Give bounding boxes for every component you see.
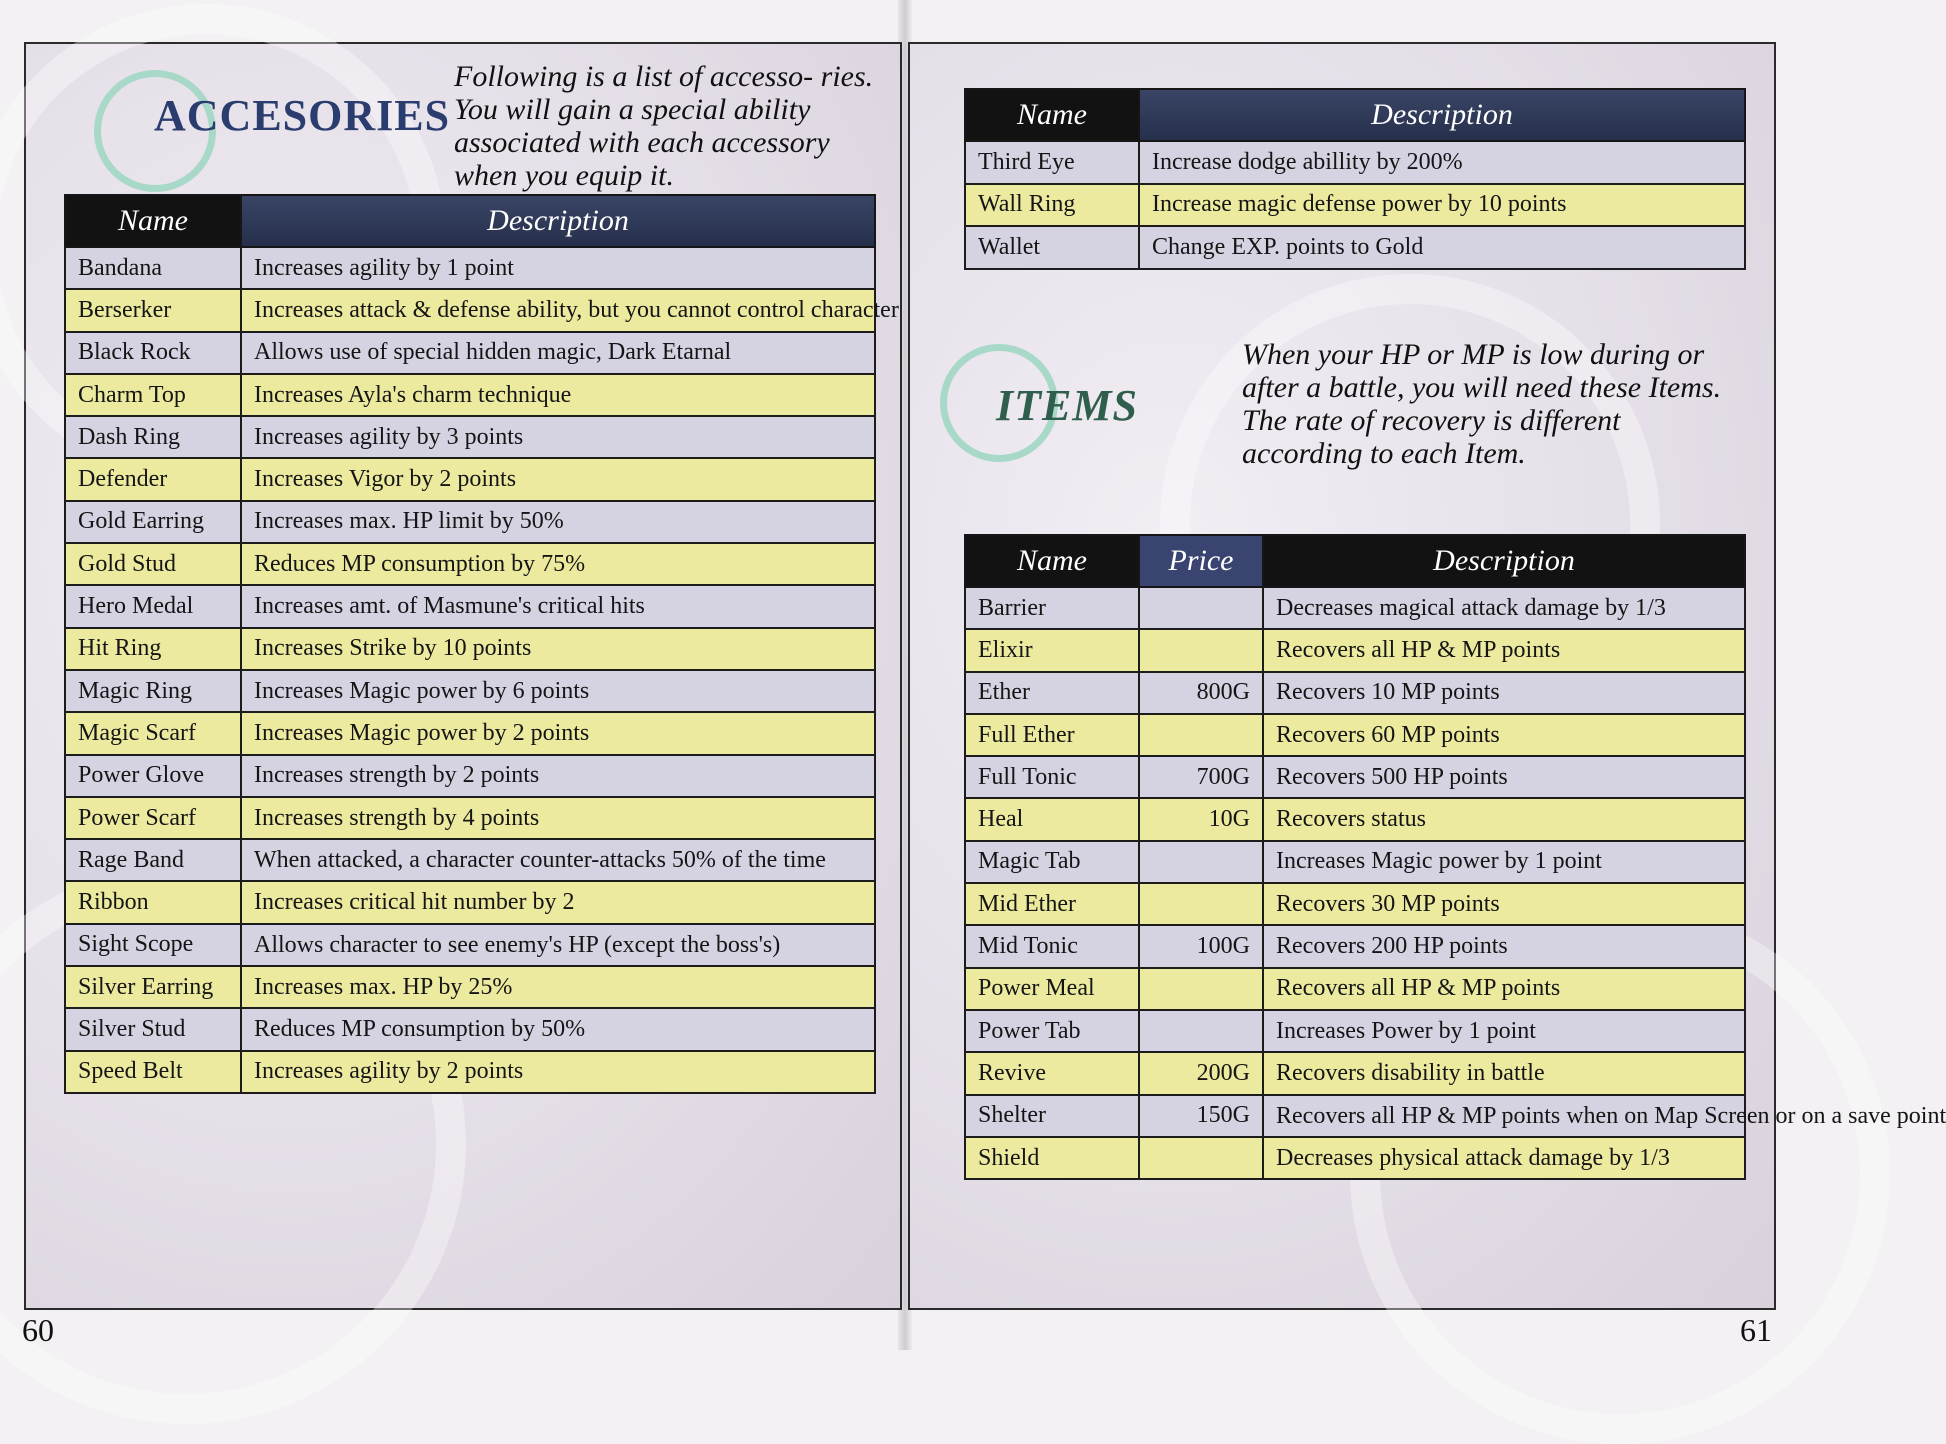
description-cell: Increases Strike by 10 points xyxy=(241,628,875,670)
table-row xyxy=(65,924,875,966)
table-row xyxy=(65,458,875,500)
table-row xyxy=(65,247,875,289)
column-header-price: Price xyxy=(1139,535,1263,587)
name-cell: Hero Medal xyxy=(65,585,241,627)
name-cell: Gold Earring xyxy=(65,501,241,543)
table-row xyxy=(965,1095,1745,1137)
price-cell xyxy=(1139,841,1263,883)
price-cell xyxy=(1139,968,1263,1010)
description-cell: Increases max. HP limit by 50% xyxy=(241,501,875,543)
name-cell: Berserker xyxy=(65,289,241,331)
description-cell: Increase magic defense power by 10 points xyxy=(1139,184,1745,227)
description-cell: Increases Magic power by 2 points xyxy=(241,712,875,754)
description-cell: Increases Ayla's charm technique xyxy=(241,374,875,416)
table-row xyxy=(65,881,875,923)
price-cell xyxy=(1139,1137,1263,1179)
description-cell: Recovers 10 MP points xyxy=(1263,672,1745,714)
price-cell xyxy=(1139,1010,1263,1052)
name-cell: Mid Tonic xyxy=(965,925,1139,967)
table-row xyxy=(965,925,1745,967)
table-row xyxy=(65,332,875,374)
table-row xyxy=(65,374,875,416)
table-row xyxy=(65,712,875,754)
table-row xyxy=(965,841,1745,883)
name-cell: Magic Scarf xyxy=(65,712,241,754)
table-row xyxy=(65,966,875,1008)
description-cell: Increases agility by 1 point xyxy=(241,247,875,289)
accessories-table xyxy=(64,194,899,1094)
name-cell: Silver Stud xyxy=(65,1008,241,1050)
accessories-intro: Following is a list of accesso- ries. You will gain a special ability associated with each accessory when you equip it. xyxy=(454,60,874,192)
table-row xyxy=(965,1052,1745,1094)
name-cell: Shield xyxy=(965,1137,1139,1179)
name-cell: Defender xyxy=(65,458,241,500)
section-title-accessories: ACCESORIES xyxy=(154,91,451,140)
price-cell: 200G xyxy=(1139,1052,1263,1094)
name-cell: Hit Ring xyxy=(65,628,241,670)
name-cell: Wallet xyxy=(965,226,1139,269)
description-cell: Increases attack & defense ability, but you cannot control character xyxy=(241,289,875,331)
description-cell: Recovers 60 MP points xyxy=(1263,714,1745,756)
name-cell: Mid Ether xyxy=(965,883,1139,925)
description-cell: Increases max. HP by 25% xyxy=(241,966,875,1008)
table-row xyxy=(65,289,875,331)
price-cell xyxy=(1139,629,1263,671)
name-cell: Speed Belt xyxy=(65,1051,241,1093)
table-row xyxy=(65,628,875,670)
table-row xyxy=(65,1008,875,1050)
description-cell: Increases Magic power by 6 points xyxy=(241,670,875,712)
table-row xyxy=(65,755,875,797)
description-cell: When attacked, a character counter-attacks 50% of the time xyxy=(241,839,875,881)
name-cell: Power Tab xyxy=(965,1010,1139,1052)
description-cell: Recovers all HP & MP points xyxy=(1263,968,1745,1010)
description-cell: Reduces MP consumption by 75% xyxy=(241,543,875,585)
name-cell: Sight Scope xyxy=(65,924,241,966)
name-cell: Power Glove xyxy=(65,755,241,797)
description-cell: Increase dodge abillity by 200% xyxy=(1139,141,1745,184)
description-cell: Increases agility by 2 points xyxy=(241,1051,875,1093)
description-cell: Increases Power by 1 point xyxy=(1263,1010,1745,1052)
table-row xyxy=(965,184,1745,227)
page-number-left: 60 xyxy=(22,1312,54,1348)
price-cell: 150G xyxy=(1139,1095,1263,1137)
description-cell: Decreases magical attack damage by 1/3 xyxy=(1263,587,1745,629)
name-cell: Charm Top xyxy=(65,374,241,416)
description-cell: Reduces MP consumption by 50% xyxy=(241,1008,875,1050)
table-row xyxy=(965,1137,1745,1179)
table-row xyxy=(965,629,1745,671)
table-row xyxy=(65,670,875,712)
price-cell: 700G xyxy=(1139,756,1263,798)
table-row xyxy=(965,141,1745,184)
description-cell: Decreases physical attack damage by 1/3 xyxy=(1263,1137,1745,1179)
description-cell: Recovers disability in battle xyxy=(1263,1052,1745,1094)
name-cell: Elixir xyxy=(965,629,1139,671)
name-cell: Wall Ring xyxy=(965,184,1139,227)
name-cell: Silver Earring xyxy=(65,966,241,1008)
name-cell: Ether xyxy=(965,672,1139,714)
name-cell: Revive xyxy=(965,1052,1139,1094)
column-header-name: Name xyxy=(65,195,241,247)
price-cell xyxy=(1139,883,1263,925)
table-row xyxy=(65,416,875,458)
description-cell: Increases agility by 3 points xyxy=(241,416,875,458)
table-row xyxy=(965,672,1745,714)
name-cell: Power Scarf xyxy=(65,797,241,839)
description-cell: Recovers 30 MP points xyxy=(1263,883,1745,925)
description-cell: Increases strength by 2 points xyxy=(241,755,875,797)
column-header-name: Name xyxy=(965,89,1139,141)
name-cell: Magic Tab xyxy=(965,841,1139,883)
description-cell: Recovers 500 HP points xyxy=(1263,756,1745,798)
table-row xyxy=(65,543,875,585)
price-cell xyxy=(1139,587,1263,629)
table-row xyxy=(965,968,1745,1010)
column-header-description: Description xyxy=(1139,89,1745,141)
table-row xyxy=(65,501,875,543)
table-row xyxy=(965,587,1745,629)
price-cell: 10G xyxy=(1139,798,1263,840)
table-row xyxy=(65,839,875,881)
table-row xyxy=(965,714,1745,756)
description-cell: Allows use of special hidden magic, Dark Etarnal xyxy=(241,332,875,374)
page-number-right: 61 xyxy=(1740,1312,1772,1348)
table-row xyxy=(65,585,875,627)
table-row xyxy=(965,883,1745,925)
table-row xyxy=(965,1010,1745,1052)
name-cell: Power Meal xyxy=(965,968,1139,1010)
column-header-description: Description xyxy=(1263,535,1745,587)
table-row xyxy=(965,756,1745,798)
price-cell: 800G xyxy=(1139,672,1263,714)
left-page xyxy=(24,42,902,1310)
name-cell: Barrier xyxy=(965,587,1139,629)
accessories-table-continued xyxy=(964,88,1746,270)
name-cell: Heal xyxy=(965,798,1139,840)
name-cell: Bandana xyxy=(65,247,241,289)
description-cell: Recovers all HP & MP points when on Map Screen or on a save point xyxy=(1263,1095,1745,1137)
name-cell: Shelter xyxy=(965,1095,1139,1137)
table-row xyxy=(965,798,1745,840)
table-row xyxy=(65,797,875,839)
section-title-items: ITEMS xyxy=(996,381,1138,430)
description-cell: Change EXP. points to Gold xyxy=(1139,226,1745,269)
name-cell: Third Eye xyxy=(965,141,1139,184)
description-cell: Increases strength by 4 points xyxy=(241,797,875,839)
table-row xyxy=(65,1051,875,1093)
items-intro: When your HP or MP is low during or after a battle, you will need these Items. The rate of recovery is different according to each Item. xyxy=(1242,338,1722,470)
table-row xyxy=(965,226,1745,269)
price-cell xyxy=(1139,714,1263,756)
description-cell: Increases amt. of Masmune's critical hits xyxy=(241,585,875,627)
description-cell: Recovers status xyxy=(1263,798,1745,840)
column-header-description: Description xyxy=(241,195,875,247)
description-cell: Increases critical hit number by 2 xyxy=(241,881,875,923)
name-cell: Full Ether xyxy=(965,714,1139,756)
name-cell: Gold Stud xyxy=(65,543,241,585)
description-cell: Allows character to see enemy's HP (except the boss's) xyxy=(241,924,875,966)
name-cell: Black Rock xyxy=(65,332,241,374)
description-cell: Recovers all HP & MP points xyxy=(1263,629,1745,671)
name-cell: Magic Ring xyxy=(65,670,241,712)
right-page xyxy=(908,42,1946,1310)
description-cell: Recovers 200 HP points xyxy=(1263,925,1745,967)
name-cell: Rage Band xyxy=(65,839,241,881)
name-cell: Ribbon xyxy=(65,881,241,923)
price-cell: 100G xyxy=(1139,925,1263,967)
name-cell: Dash Ring xyxy=(65,416,241,458)
items-table xyxy=(964,534,1946,1180)
name-cell: Full Tonic xyxy=(965,756,1139,798)
description-cell: Increases Magic power by 1 point xyxy=(1263,841,1745,883)
column-header-name: Name xyxy=(965,535,1139,587)
description-cell: Increases Vigor by 2 points xyxy=(241,458,875,500)
